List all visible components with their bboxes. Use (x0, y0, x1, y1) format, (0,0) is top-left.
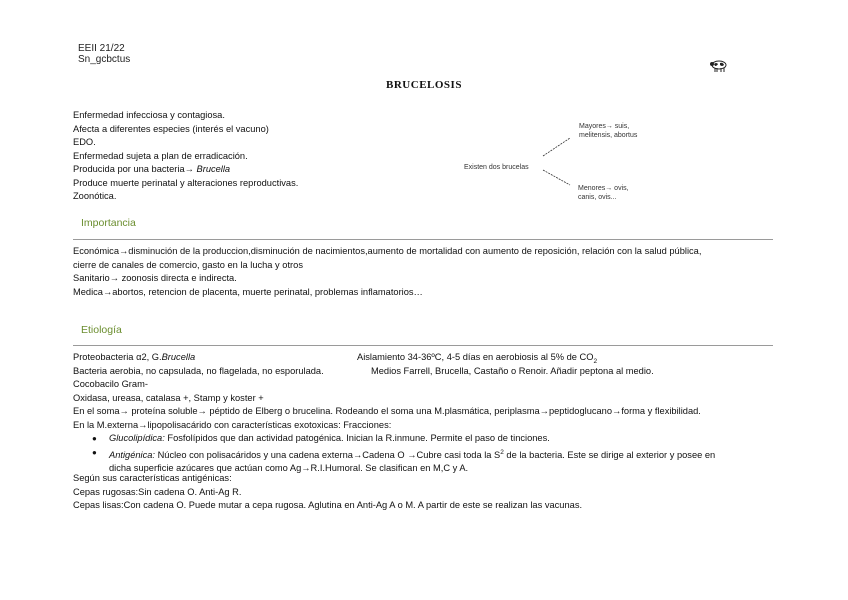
genus-italic: Brucella (161, 352, 196, 362)
author-label: Sn_gcbctus (78, 54, 131, 65)
etiologia-row1-left (73, 351, 195, 365)
text: 2, G. (141, 352, 162, 362)
importancia-line: Medica→abortos, retencion de placenta, muerte perinatal, problemas inflamatorios… (73, 286, 423, 297)
diagram-arrows (535, 135, 585, 190)
importancia-line: Económica→disminución de la produccion,disminución de nacimientos,aumento de mortalidad con aumento de reposición, relación con la salud pública, (73, 246, 702, 256)
intro-line: Afecta a diferentes especies (interés el vacuno) (73, 123, 269, 134)
genus-italic: Brucella (196, 164, 231, 174)
list-item (92, 446, 716, 463)
intro-line: Zoonótica. (73, 191, 117, 201)
diagram-center-label: Existen dos brucelas (464, 164, 529, 171)
bullet-icon: ● (92, 434, 97, 443)
page-title: BRUCELOSIS (386, 79, 462, 91)
section-divider (73, 239, 773, 240)
etiologia-row2-left: Bacteria aerobia, no capsulada, no flagelada, no esporulada. (73, 366, 324, 376)
superscript: 2 (500, 448, 504, 456)
diagram-top-line1: Mayores→ suis, (579, 123, 630, 130)
diagram-bottom-line2: canis, ovis... (578, 194, 617, 201)
etiologia-line: Según sus características antigénicas: (73, 473, 232, 483)
bullet-text: de la bacteria. Este se dirige al exterior y posee en (503, 449, 716, 460)
intro-line: EDO. (73, 137, 96, 147)
intro-line: Enfermedad sujeta a plan de erradicación. (73, 150, 248, 161)
course-label: EEII 21/22 (78, 43, 125, 54)
importancia-line: cierre de canales de comercio, gasto en la lucha y otros (73, 259, 303, 270)
etiologia-row2-right: Medios Farrell, Brucella, Castaño o Renoir. Añadir peptona al medio. (371, 366, 654, 376)
diagram-top-line2: melitensis, abortus (579, 132, 638, 139)
alpha-symbol: α (136, 352, 142, 362)
bullet-term: Antigénica: (109, 449, 155, 460)
section-heading-etiologia: Etiología (81, 324, 122, 336)
diagram-top-label (579, 122, 637, 140)
etiologia-line: Cepas lisas:Con cadena O. Puede mutar a cepa rugosa. Aglutina en Anti-Ag A o M. A partir de este se realizan las vacunas. (73, 500, 583, 510)
text: Proteobacteria (73, 352, 137, 362)
subscript: 2 (593, 357, 598, 365)
text: Aislamiento 34-36ºC, 4-5 días en aerobiosis al 5% de CO (357, 352, 594, 362)
bullet-icon: ● (92, 447, 97, 457)
etiologia-line: En la M.externa→lipopolisacárido con características exotoxicas: Fracciones: (73, 419, 392, 430)
etiologia-line: Cocobacilo Gram- (73, 379, 148, 389)
importancia-line: Sanitario→ zoonosis directa e indirecta. (73, 273, 237, 283)
list-item-continuation: dicha superficie azúcares que actúan como Ag→R.I.Humoral. Se clasifican en M,C y A. (109, 463, 469, 474)
list-item (92, 432, 715, 446)
etiologia-line: Oxidasa, ureasa, catalasa +, Stamp y koster + (73, 392, 264, 403)
fraction-list (92, 432, 716, 476)
diagram-bottom-line1: Menores→ ovis, (578, 185, 629, 192)
bullet-text: Fosfolípidos que dan actividad patogénica. Inician la R.inmune. Permite el paso de tinciones. (164, 433, 550, 443)
bullet-text: Núcleo con polisacáridos y una cadena externa→Cadena O →Cubre casi toda la S (155, 449, 501, 460)
cow-icon (708, 57, 730, 73)
section-divider (73, 345, 773, 346)
etiologia-block-a (73, 378, 701, 432)
etiologia-line: Cepas rugosas:Sin cadena O. Anti-Ag R. (73, 486, 242, 497)
diagram-bottom-label (578, 184, 629, 202)
bullet-term: Glucolipídica: (109, 433, 165, 443)
intro-line: Enfermedad infecciosa y contagiosa. (73, 110, 225, 120)
intro-line-bacteria (73, 163, 298, 177)
section-heading-importancia: Importancia (81, 217, 136, 229)
intro-text: Producida por una bacteria→ (73, 164, 197, 174)
etiologia-block-b (73, 472, 582, 513)
intro-block (73, 109, 298, 204)
etiologia-line: En el soma→ proteína soluble→ péptido de Elberg o brucelina. Rodeando el soma una M.plasmática, periplasma→peptidoglucano→forma y flexibilidad. (73, 406, 701, 416)
intro-line: Produce muerte perinatal y alteraciones reproductivas. (73, 177, 299, 188)
importancia-block (73, 245, 701, 299)
